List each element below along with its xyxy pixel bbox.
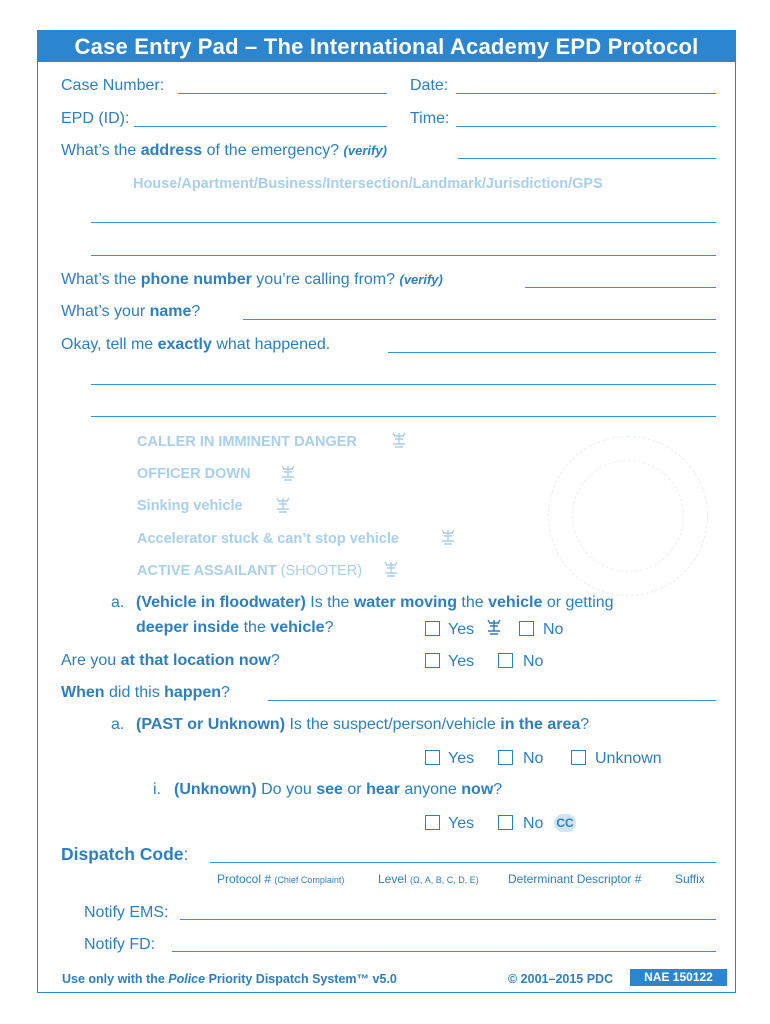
unknown-no-label: No xyxy=(523,815,544,832)
footer-copyright: © 2001–2015 PDC xyxy=(508,972,614,986)
when-field[interactable] xyxy=(268,700,716,701)
past-no-checkbox[interactable] xyxy=(498,750,513,765)
academy-symbol-icon xyxy=(381,559,401,579)
form-title: Case Entry Pad – The International Academy EPD Protocol xyxy=(38,31,735,62)
priority-item-imminent-danger: CALLER IN IMMINENT DANGER xyxy=(137,434,357,450)
academy-seal-inner xyxy=(572,460,684,572)
address-hint: House/Apartment/Business/Intersection/Landmark/Jurisdiction/GPS xyxy=(133,176,603,192)
flood-no-checkbox[interactable] xyxy=(519,621,534,636)
past-marker: a. xyxy=(111,716,125,733)
academy-symbol-icon xyxy=(438,527,458,547)
academy-symbol-icon xyxy=(389,430,409,450)
location-no-checkbox[interactable] xyxy=(498,653,513,668)
unknown-marker: i. xyxy=(153,781,161,798)
academy-symbol-icon xyxy=(273,495,293,515)
location-yes-checkbox[interactable] xyxy=(425,653,440,668)
address-question: What’s the address of the emergency? (verify) xyxy=(61,142,387,159)
when-question: When did this happen? xyxy=(61,684,230,701)
past-unknown-label: Unknown xyxy=(595,750,662,767)
protocol-caption: Protocol # (Chief Complaint) xyxy=(217,872,345,886)
unknown-yes-label: Yes xyxy=(448,815,475,832)
epd-id-label: EPD (ID): xyxy=(61,110,130,127)
flood-marker: a. xyxy=(111,594,125,611)
academy-symbol-icon xyxy=(484,617,504,637)
date-field[interactable] xyxy=(456,93,716,94)
location-no-label: No xyxy=(523,653,544,670)
flood-question-line-2: deeper inside the vehicle? xyxy=(136,619,334,636)
case-number-label: Case Number: xyxy=(61,77,165,94)
flood-question-line-1: (Vehicle in floodwater) Is the water moving the vehicle or getting xyxy=(136,594,614,611)
suffix-caption: Suffix xyxy=(675,872,705,886)
exactly-field[interactable] xyxy=(388,352,716,353)
past-yes-checkbox[interactable] xyxy=(425,750,440,765)
priority-item-officer-down: OFFICER DOWN xyxy=(137,466,251,482)
notify-fd-field[interactable] xyxy=(172,951,716,952)
phone-question: What’s the phone number you’re calling from? (verify) xyxy=(61,271,443,288)
priority-item-sinking-vehicle: Sinking vehicle xyxy=(137,498,243,514)
past-no-label: No xyxy=(523,750,544,767)
location-yes-label: Yes xyxy=(448,653,475,670)
priority-item-active-assailant: ACTIVE ASSAILANT (SHOOTER) xyxy=(137,563,363,579)
unknown-no-checkbox[interactable] xyxy=(498,815,513,830)
form-code-badge: NAE 150122 xyxy=(630,969,727,986)
unknown-yes-checkbox[interactable] xyxy=(425,815,440,830)
unknown-question: (Unknown) Do you see or hear anyone now? xyxy=(174,781,503,798)
address-line-3[interactable] xyxy=(91,255,716,256)
academy-symbol-icon xyxy=(278,463,298,483)
notify-ems-field[interactable] xyxy=(180,919,716,920)
date-label: Date: xyxy=(410,77,449,94)
priority-item-accelerator-stuck: Accelerator stuck & can’t stop vehicle xyxy=(137,531,399,547)
flood-no-label: No xyxy=(543,621,564,638)
address-field[interactable] xyxy=(458,158,716,159)
cc-badge: CC xyxy=(554,814,576,832)
name-question: What’s your name? xyxy=(61,303,201,320)
determinant-caption: Determinant Descriptor # xyxy=(508,872,642,886)
dispatch-code-field[interactable] xyxy=(210,862,716,863)
case-number-field[interactable] xyxy=(178,93,387,94)
epd-id-field[interactable] xyxy=(134,126,387,127)
exactly-line-3[interactable] xyxy=(91,416,716,417)
notify-ems-label: Notify EMS: xyxy=(84,904,169,921)
flood-yes-checkbox[interactable] xyxy=(425,621,440,636)
level-caption: Level (Ω, A, B, C, D, E) xyxy=(378,872,479,886)
dispatch-code-label: Dispatch Code: xyxy=(61,844,189,864)
time-field[interactable] xyxy=(456,126,716,127)
name-field[interactable] xyxy=(243,319,716,320)
footer-usage-note: Use only with the Police Priority Dispatch System™ v5.0 xyxy=(62,972,397,986)
exactly-question: Okay, tell me exactly what happened. xyxy=(61,336,331,353)
past-question: (PAST or Unknown) Is the suspect/person/vehicle in the area? xyxy=(136,716,590,733)
past-unknown-checkbox[interactable] xyxy=(571,750,586,765)
flood-yes-label: Yes xyxy=(448,621,475,638)
past-yes-label: Yes xyxy=(448,750,475,767)
location-question: Are you at that location now? xyxy=(61,652,280,669)
time-label: Time: xyxy=(410,110,450,127)
exactly-line-2[interactable] xyxy=(91,384,716,385)
phone-field[interactable] xyxy=(525,287,716,288)
address-line-2[interactable] xyxy=(91,222,716,223)
notify-fd-label: Notify FD: xyxy=(84,936,156,953)
